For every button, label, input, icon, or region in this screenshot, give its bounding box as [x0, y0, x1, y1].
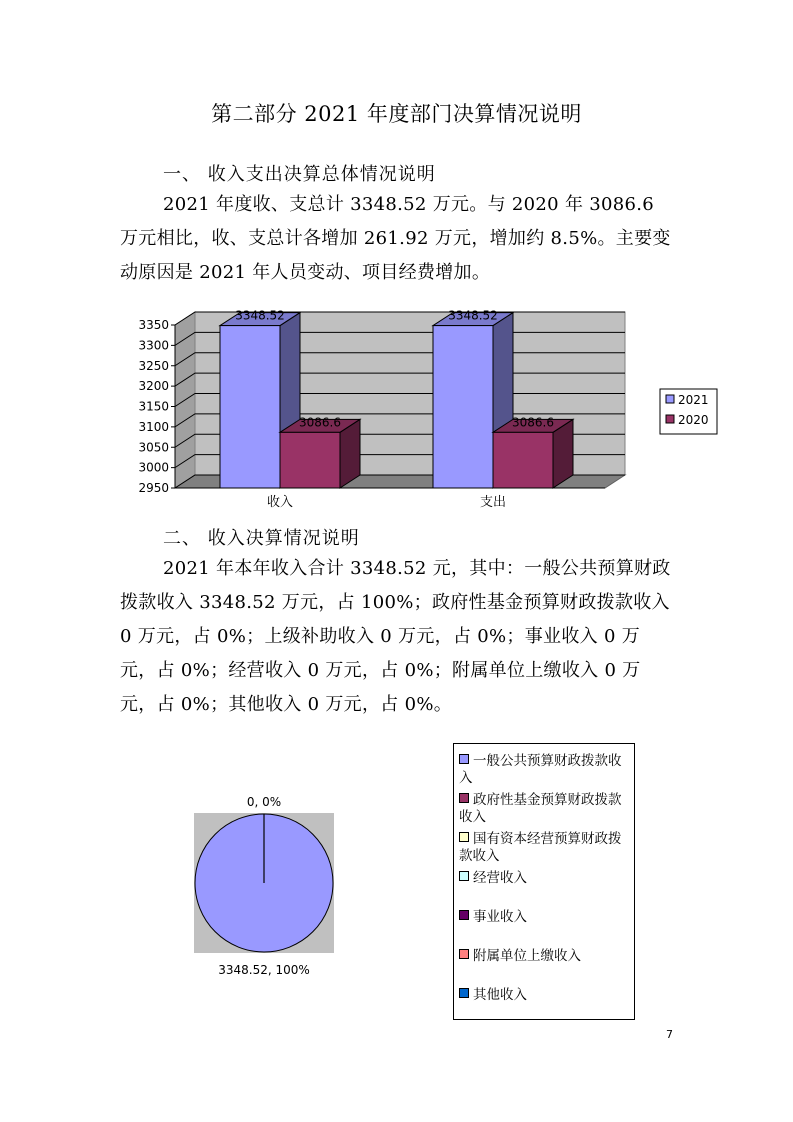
legend-label: 事业收入: [473, 909, 527, 925]
pie-legend-item: [459, 909, 631, 926]
y-tick-label: 3000: [138, 460, 169, 475]
legend-label: 政府性基金预算财政拨款收入: [459, 792, 622, 825]
y-tick-label: 3100: [138, 419, 169, 434]
y-tick-label: 3250: [138, 358, 169, 373]
bar-2020-收入: [280, 419, 360, 488]
section-paragraph-income: 2021 年本年收入合计 3348.52 元，其中：一般公共预算财政拨款收入 3348.52 万元，占 100%；政府性基金预算财政拨款收入 0 万元，占 0%；上级补助收入 0 万元，占 0%；事业收入 0 万元，占 0%；经营收入 0 万元，占 0%；附属单位上缴收入 0 万元，占 0%；其他收入 0 万元，占 0%。: [120, 558, 671, 715]
legend-label: 附属单位上缴收入: [473, 948, 581, 964]
page-number: 7: [666, 1028, 673, 1041]
legend-label: 其他收入: [473, 987, 527, 1003]
y-tick-label: 3200: [138, 379, 169, 394]
section-heading-income-expense: 一、 收入支出决算总体情况说明: [163, 164, 436, 185]
bar-2020-支出: [493, 419, 573, 488]
income-expense-bar-chart: [120, 298, 730, 513]
pie-label-main: 3348.52, 100%: [218, 963, 310, 977]
pie-legend-item: [459, 831, 631, 865]
legend-swatch: [666, 395, 674, 403]
legend-label: 2021: [678, 393, 709, 407]
legend-swatch: [459, 910, 469, 920]
y-tick-label: 3350: [138, 318, 169, 332]
y-tick-label: 3050: [138, 440, 169, 455]
legend-swatch: [459, 871, 469, 881]
y-tick-label: 2950: [138, 481, 169, 495]
bar-data-label: 3086.6: [299, 415, 341, 430]
pie-legend-item: [459, 792, 631, 826]
page-title: 第二部分 2021 年度部门决算情况说明: [211, 102, 582, 126]
bar-chart-legend: [660, 389, 717, 434]
pie-legend-item: [459, 870, 631, 887]
legend-swatch: [459, 754, 469, 764]
legend-label: 一般公共预算财政拨款收入: [459, 753, 622, 786]
pie-legend-item: [459, 948, 631, 965]
income-pie-chart: [185, 788, 345, 983]
legend-swatch: [666, 415, 674, 423]
bar-data-label: 3348.52: [448, 308, 498, 323]
x-category-label: 支出: [479, 495, 507, 510]
pie-chart-slices: [195, 814, 333, 952]
bar-data-label: 3086.6: [512, 415, 554, 430]
legend-swatch: [459, 988, 469, 998]
legend-swatch: [459, 793, 469, 803]
pie-legend-item: [459, 987, 631, 1004]
legend-label: 国有资本经营预算财政拨款收入: [459, 831, 622, 864]
legend-swatch: [459, 949, 469, 959]
section-heading-income: 二、 收入决算情况说明: [163, 528, 360, 549]
bar-data-label: 3348.52: [235, 308, 285, 323]
legend-label: 经营收入: [473, 870, 527, 886]
pie-label-zero: 0, 0%: [246, 795, 282, 809]
legend-label: 2020: [678, 413, 709, 427]
x-category-label: 收入: [266, 495, 294, 510]
legend-swatch: [459, 832, 469, 842]
bar-chart-x-axis: [267, 494, 506, 510]
y-tick-label: 3150: [138, 399, 169, 414]
y-tick-label: 3300: [138, 338, 169, 353]
section-paragraph-income-expense: 2021 年度收、支总计 3348.52 万元。与 2020 年 3086.6 万元相比，收、支总计各增加 261.92 万元，增加约 8.5%。主要变动原因是 2021 年人员变动、项目经费增加。: [120, 194, 671, 283]
pie-legend-item: [459, 753, 631, 787]
pie-chart-legend: [453, 743, 635, 1020]
